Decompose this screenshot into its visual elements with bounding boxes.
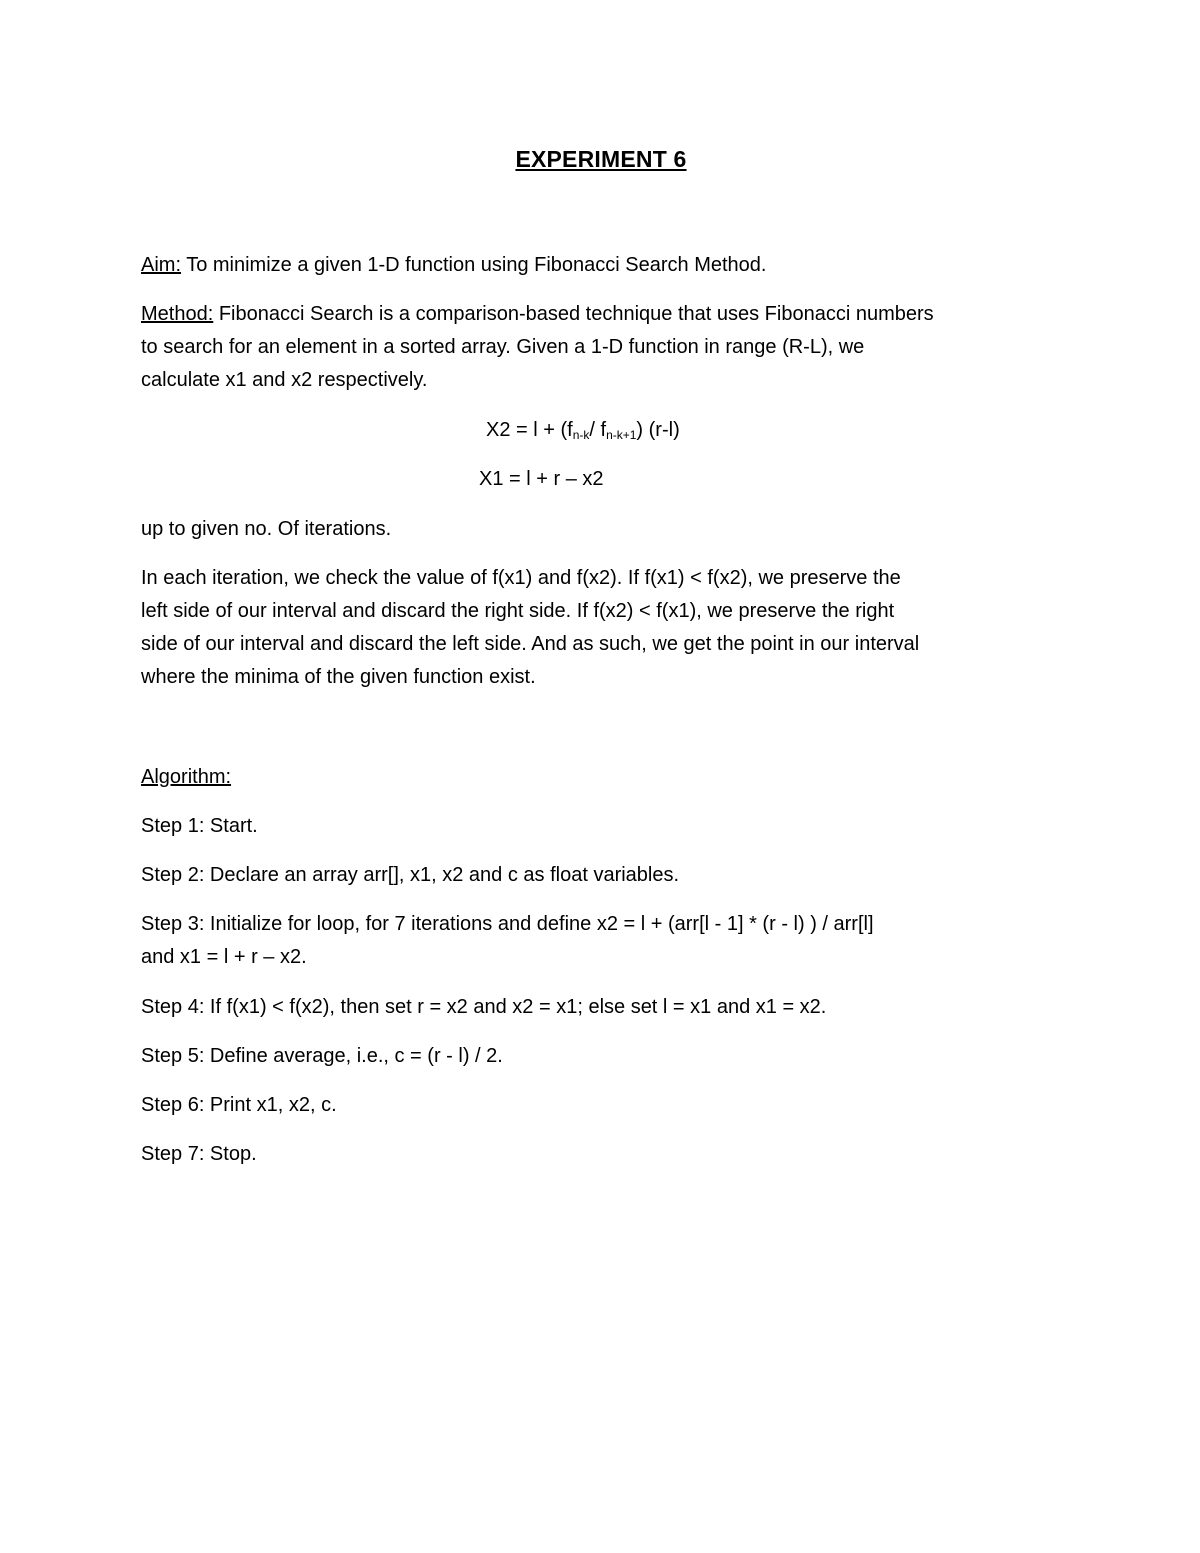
- formula-x2-subscript-1: n-k: [572, 428, 590, 442]
- method-text-1: Fibonacci Search is a comparison-based technique that uses Fibonacci numbers: [213, 303, 934, 325]
- formula-x2-mid: / f: [589, 419, 607, 441]
- aim-label: Aim:: [141, 254, 181, 276]
- explanation-line-1: In each iteration, we check the value of f(x1) and f(x2). If f(x1) < f(x2), we preserve the: [141, 567, 901, 589]
- formula-x2: [486, 414, 680, 447]
- explanation-line-3: side of our interval and discard the left side. And as such, we get the point in our interval: [141, 633, 920, 655]
- formula-x2-suffix: ) (r-l): [636, 419, 680, 441]
- algorithm-step-1: Step 1: Start.: [141, 815, 258, 837]
- aim-paragraph: [141, 249, 1061, 282]
- method-label: Method:: [141, 303, 214, 325]
- algorithm-step-3-line-1: Step 3: Initialize for loop, for 7 iterations and define x2 = l + (arr[l - 1] * (r - l) ) / arr[l]: [141, 913, 874, 935]
- algorithm-step-6: Step 6: Print x1, x2, c.: [141, 1094, 337, 1116]
- algorithm-heading: Algorithm:: [141, 766, 232, 788]
- explanation-line-2: left side of our interval and discard the right side. If f(x2) < f(x1), we preserve the right: [141, 600, 895, 622]
- algorithm-step-7: Step 7: Stop.: [141, 1143, 257, 1165]
- formula-x1: X1 = l + r – x2: [479, 468, 604, 490]
- algorithm-step-5: Step 5: Define average, i.e., c = (r - l) / 2.: [141, 1045, 503, 1067]
- algorithm-step-4: Step 4: If f(x1) < f(x2), then set r = x2 and x2 = x1; else set l = x1 and x1 = x2.: [141, 996, 827, 1018]
- algorithm-step-2: Step 2: Declare an array arr[], x1, x2 and c as float variables.: [141, 864, 680, 886]
- iterations-line: up to given no. Of iterations.: [141, 518, 392, 540]
- method-line-2: to search for an element in a sorted array. Given a 1-D function in range (R-L), we: [141, 336, 865, 358]
- algorithm-step-3-line-2: and x1 = l + r – x2.: [141, 946, 307, 968]
- method-line-1: [141, 298, 1061, 331]
- formula-x2-subscript-2: n-k+1: [606, 428, 637, 442]
- method-line-3: calculate x1 and x2 respectively.: [141, 369, 428, 391]
- page-title: EXPERIMENT 6: [515, 146, 687, 172]
- formula-x2-prefix: X2 = l + (f: [486, 419, 573, 441]
- aim-text: To minimize a given 1-D function using Fibonacci Search Method.: [181, 254, 767, 276]
- explanation-line-4: where the minima of the given function exist.: [141, 666, 536, 688]
